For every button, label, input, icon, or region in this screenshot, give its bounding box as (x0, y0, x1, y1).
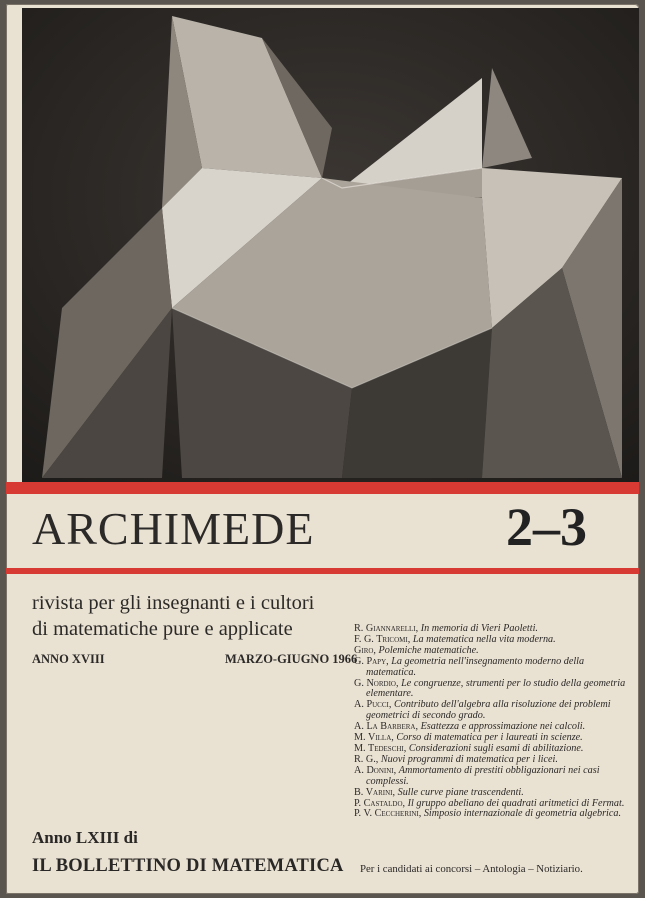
toc-author: M. Villa, (354, 732, 394, 744)
table-of-contents (354, 624, 636, 820)
toc-title: Considerazioni sugli esami di abilitazione. (408, 742, 584, 754)
toc-footer: Per i candidati ai concorsi – Antologia – Notiziario. (360, 863, 583, 875)
bulletin-year: Anno LXIII di (32, 828, 138, 847)
issue-date: MARZO-GIUGNO 1966 (225, 652, 358, 666)
toc-entry (354, 700, 636, 722)
toc-author: F. G. Tricomi, (354, 633, 411, 645)
toc-entry (354, 809, 636, 820)
toc-entry (354, 766, 636, 788)
toc-author: A. Donini, (354, 764, 397, 776)
issue-number: 2–3 (506, 497, 587, 557)
magazine-title: ARCHIMEDE (32, 503, 315, 554)
toc-entry (354, 657, 636, 679)
red-band-bottom (6, 568, 639, 574)
toc-author: A. Pucci, (354, 699, 392, 711)
toc-title: La matematica nella vita moderna. (412, 633, 556, 645)
toc-title: La geometria nell'insegnamento moderno della matematica. (366, 655, 585, 678)
toc-author: B. Varini, (354, 786, 396, 798)
toc-title: Ammortamento di prestiti obbligazionari nei casi complessi. (366, 764, 600, 787)
toc-title: Sulle curve piane trascendenti. (397, 786, 524, 798)
toc-title: In memoria di Vieri Paoletti. (420, 623, 538, 634)
toc-author: Giro, (354, 644, 376, 656)
toc-title: Il gruppo abeliano dei quadrati aritmetici di Fermat. (407, 797, 625, 809)
red-band-top (6, 482, 639, 494)
toc-author: A. La Barbera, (354, 721, 419, 733)
toc-entry (354, 679, 636, 701)
toc-title: Esattezza e approssimazione nei calcoli. (420, 721, 586, 733)
toc-title: Contributo dell'algebra alla risoluzione dei problemi geometrici di secondo grado. (366, 699, 611, 722)
toc-title: Corso di matematica per i laureati in scienze. (396, 732, 583, 744)
toc-author: R. Giannarelli, (354, 623, 419, 634)
toc-author: G. Nordio, (354, 677, 399, 689)
toc-title: Simposio internazionale di geometria algebrica. (423, 808, 622, 820)
subtitle (32, 590, 362, 642)
magazine-cover (6, 4, 639, 894)
subtitle-line-2: di matematiche pure e applicate (32, 618, 293, 640)
volume-label: ANNO XVIII (32, 652, 105, 666)
polyhedron-sculpture-image (22, 8, 639, 482)
toc-title: Nuovi programmi di matematica per i licei. (380, 753, 558, 765)
toc-author: M. Tedeschi, (354, 742, 407, 754)
bulletin-name: IL BOLLETTINO DI MATEMATICA (32, 856, 344, 876)
toc-author: P. Castaldo, (354, 797, 406, 809)
subtitle-line-1: rivista per gli insegnanti e i cultori (32, 592, 315, 614)
toc-author: R. G., (354, 753, 379, 765)
toc-title: Le congruenze, strumenti per lo studio della geometria elementare. (366, 677, 626, 700)
toc-title: Polemiche matematiche. (378, 644, 479, 656)
toc-author: P. V. Ceccherini, (354, 808, 422, 820)
toc-author: G. Papy, (354, 655, 389, 667)
cover-photo (22, 8, 639, 482)
